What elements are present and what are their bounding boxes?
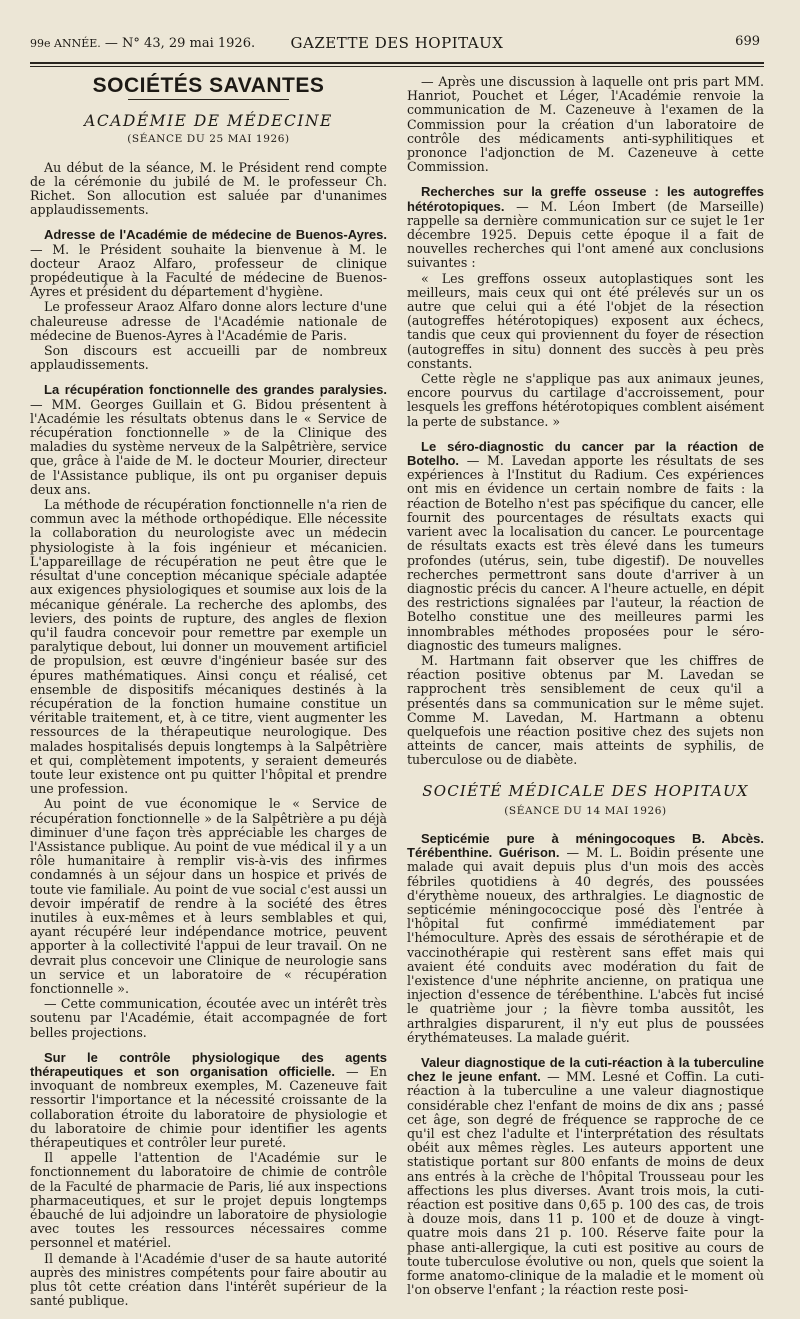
academy-seance: (SÉANCE DU 25 MAI 1926) xyxy=(127,133,290,146)
volume-label: 99e ANNÉE. xyxy=(30,37,101,50)
paragraph: Le professeur Araoz Alfaro donne alors lecture d'une chaleureuse adresse de l'Académie nationale de médecine de Buenos-Ayres à l'Académie de Paris. xyxy=(30,299,387,343)
page-header xyxy=(30,34,764,60)
article-headline: Le séro-diagnostic du cancer par la réaction de Botelho. xyxy=(407,438,764,469)
paragraph: M. Hartmann fait observer que les chiffres de réaction positive obtenus par M. Lavedan se rapprochent très sensiblement de ceux qu'il a présentés dans sa communication sur le même sujet. Comme M. Lavedan, M. Hartmann a obtenu quelquefois une réaction positive chez des sujets non atteints de cancer, mais atteints de syphilis, de tuberculose ou de diabète. xyxy=(407,652,764,768)
paragraph: — M. Léon Imbert (de Marseille) rappelle sa dernière communication sur ce sujet le 1er décembre 1925. Depuis cette époque il a fait de nouvelles recherches qui l'ont amené aux conclusions suivantes : xyxy=(407,198,764,271)
paragraph: — En invoquant de nombreux exemples, M. Cazeneuve fait ressortir l'importance et la nécessité croissante de la collaboration étroite du laboratoire de physiologie et du laboratoire de chimie pour identifier les agents thérapeutiques et contrôler leur pureté. xyxy=(30,1064,387,1151)
article-septicemie xyxy=(407,832,764,1045)
paragraph: — M. le Président souhaite la bienvenue à M. le docteur Araoz Alfaro, professeur de clinique propédeutique à la Faculté de médecine de Buenos-Ayres et président du département d'hygiène. xyxy=(30,241,387,300)
page-number: 699 xyxy=(735,34,760,49)
article-botelho xyxy=(407,440,764,768)
paragraph: Son discours est accueilli par de nombreux applaudissements. xyxy=(30,343,387,373)
paragraph: Il demande à l'Académie d'user de sa haute autorité auprès des ministres compétents pour faire aboutir au plus tôt cette création dans l'intérêt supérieur de la santé publique. xyxy=(30,1250,387,1309)
right-column xyxy=(407,75,764,1319)
article-headline: Septicémie pure à méningocoques B. Abcès. Térébenthine. Guérison. xyxy=(407,830,764,861)
article-cuti-reaction xyxy=(407,1056,764,1297)
paragraph: Il appelle l'attention de l'Académie sur le fonctionnement du laboratoire de chimie de contrôle de la Faculté de pharmacie de Paris, lié aux inspections pharmaceutiques, et sur le projet depuis longtemps ébauché de lui adjoindre un laboratoire de physiologie avec toutes les ressources nécessaires comme personnel et matériel. xyxy=(30,1150,387,1251)
society-seance: (SÉANCE DU 14 MAI 1926) xyxy=(504,804,667,817)
paragraph: — M. Lavedan apporte les résultats de ses expériences à l'Institut du Radium. Ces expériences ont mis en évidence un certain nombre de faits : la réaction de Botelho n'est pas spécifique du cancer, elle fournit des pourcentages de résultats exacts qui varient avec la localisation du cancer. Le pourcentage de résultats exacts est très élevé dans les tumeurs profondes (utérus, sein, tube digestif). De nouvelles recherches permettront sans doute d'arriver à un diagnostic précis du cancer. A l'heure actuelle, en dépit des restrictions signalées par l'auteur, la réaction de Botelho constitue une des meilleures parmi les innombrables méthodes proposées pour le séro-diagnostic des tumeurs malignes. xyxy=(407,453,764,653)
article-headline: La récupération fonctionnelle des grandes paralysies. xyxy=(44,382,387,398)
paragraph: Au point de vue économique le « Service de récupération fonctionnelle » de la Salpêtrière a pu déjà diminuer d'une façon très appréciable les charges de l'Assistance publique. Au point de vue médical il y a un rôle humanitaire à remplir vis-à-vis des infirmes condamnés à un séjour dans un hospice et privés de toute vie familiale. Au point de vue social c'est aussi un devoir impératif de rendre à la société des êtres inutiles à eux-mêmes et à leurs semblables et qui, ayant récupéré leur indépendance motrice, peuvent apporter à la collectivité l'appui de leur travail. On ne devrait plus concevoir une Clinique de neurologie sans un service et un laboratoire de « récupération fonctionnelle ». xyxy=(30,796,387,996)
paragraph: — M. L. Boidin présente une malade qui avait depuis plus d'un mois des accès fébriles quotidiens à 40 degrés, des poussées d'érythème noueux, des arthralgies. Le diagnostic de septicémie méningococcique posé dès l'entrée à l'hôpital fut confirmé immédiatement par l'hémoculture. Après des essais de sérothérapie et de vaccinothérapie qui restèrent sans effet mais qui avaient été conduits avec modération du fait de l'existence d'une néphrite ancienne, on pratiqua une injection d'essence de térébenthine. L'abcès fut incisé le quatrième jour ; la fièvre tomba aussitôt, les arthralgies disparurent, il n'y eut plus de poussées érythémateuses. La malade guérit. xyxy=(407,845,764,1045)
society-title: SOCIÉTÉ MÉDICALE DES HOPITAUX xyxy=(422,781,749,800)
section-divider xyxy=(128,99,289,100)
article-discussion xyxy=(407,75,764,174)
intro-paragraph: Au début de la séance, M. le Président rend compte de la cérémonie du jubilé de M. le professeur Ch. Richet. Son allocution est saluée par d'unanimes applaudissements. xyxy=(30,159,387,218)
academy-title: ACADÉMIE DE MÉDECINE xyxy=(84,112,333,131)
paragraph: — MM. Georges Guillain et G. Bidou présentent à l'Académie les résultats obtenus dans le « Service de récupération fonctionnelle » de la Clinique des maladies du système nerveux de la Salpêtrière, service que, grâce à l'aide de M. le docteur Mourier, directeur de l'Assistance publique, ils ont pu organiser depuis deux ans. xyxy=(30,396,387,497)
number-date: — N° 43, 29 mai 1926. xyxy=(104,36,256,51)
article-controle xyxy=(30,1051,387,1309)
paragraph: — Après une discussion à laquelle ont pris part MM. Hanriot, Pouchet et Léger, l'Académie renvoie la communication de M. Cazeneuve à l'examen de la Commission pour la création d'un laboratoire de contrôle des médicaments anti-syphilitiques et prononce l'adjonction de M. Cazeneuve à cette Commission. xyxy=(407,74,764,175)
paragraph: Cette règle ne s'applique pas aux animaux jeunes, encore pourvus du cartilage d'accroissement, pour lesquels les greffons hétérotopiques comblent aisément la perte de substance. » xyxy=(407,371,764,429)
article-headline: Valeur diagnostique de la cuti-réaction à la tuberculine chez le jeune enfant. xyxy=(407,1055,764,1085)
article-headline: Recherches sur la greffe osseuse : les autogreffes hétérotopiques. xyxy=(407,184,764,214)
header-rule xyxy=(30,62,764,64)
header-rule-thin xyxy=(30,66,764,67)
article-headline: Sur le contrôle physiologique des agents thérapeutiques et son organisation officielle. xyxy=(30,1049,387,1079)
journal-title: GAZETTE DES HOPITAUX xyxy=(290,34,504,52)
article-headline: Adresse de l'Académie de médecine de Buenos-Ayres. xyxy=(44,227,387,243)
paragraph: La méthode de récupération fonctionnelle n'a rien de commun avec la méthode orthopédique. Elle nécessite la collaboration du neurologiste avec un médecin physiologiste à la fois ingénieur et mécanicien. L'appareillage de récupération ne peut être que le résultat d'une conception mécanique spéciale adaptée aux exigences physiologiques et soumise aux lois de la mécanique générale. La recherche des aplombs, des leviers, des points de rupture, des angles de flexion qu'il faudra concevoir pour remettre par exemple un paralytique debout, lui donner un mouvement artificiel de propulsion, est œuvre d'ingénieur basée sur des épures mathématiques. Ainsi conçu et réalisé, cet ensemble de dispositifs mécaniques destinés à la récupération de la fonction humaine constitue un véritable traitement, et, à ce titre, vient augmenter les ressources de la thérapeutique neurologique. Des malades hospitalisés depuis longtemps à la Salpêtrière et qui, complètement impotents, y seraient demeurés toute leur existence ont pu quitter l'hôpital et prendre une profession. xyxy=(30,497,387,797)
paragraph: « Les greffons osseux autoplastiques sont les meilleurs, mais ceux qui ont été prélevés sur un os autre que celui qui a été l'objet de la résection (autogreffes hétérotopiques) exposent aux échecs, tandis que ceux qui proviennent du foyer de résection (autogreffes in situ) donnent des succès à peu près constants. xyxy=(407,270,764,371)
intro-block xyxy=(30,161,387,218)
paragraph: — MM. Lesné et Coffin. La cuti-réaction à la tuberculine a une valeur diagnostique considérable chez l'enfant de moins de dix ans ; passé cet âge, son degré de fréquence se rapproche de ce qu'il est chez l'adulte et l'interprétation des résultats obéit aux mêmes règles. Les auteurs apportent une statistique portant sur 800 enfants de moins de deux ans entrés à la crèche de l'hôpital Trousseau pour les affections les plus diverses. Avant trois mois, la cuti-réaction est positive dans 0,65 p. 100 des cas, de trois à douze mois, dans 11 p. 100 et de douze à vingt-quatre mois dans 21 p. 100. Réserve faite pour la phase anti-allergique, la cuti est positive au cours de toute tuberculose évolutive ou non, quels que soient la forme anatomo-clinique de la maladie et le moment où l'on observe l'enfant ; la réaction reste posi- xyxy=(407,1069,764,1298)
section-title: SOCIÉTÉS SAVANTES xyxy=(92,74,325,97)
columns xyxy=(30,75,764,1319)
article-recuperation xyxy=(30,383,387,1039)
article-buenos-ayres xyxy=(30,228,387,372)
paragraph: — Cette communication, écoutée avec un intérêt très soutenu par l'Académie, était accompagnée de fort belles projections. xyxy=(30,996,387,1040)
left-column xyxy=(30,75,387,1319)
article-greffe xyxy=(407,185,764,428)
